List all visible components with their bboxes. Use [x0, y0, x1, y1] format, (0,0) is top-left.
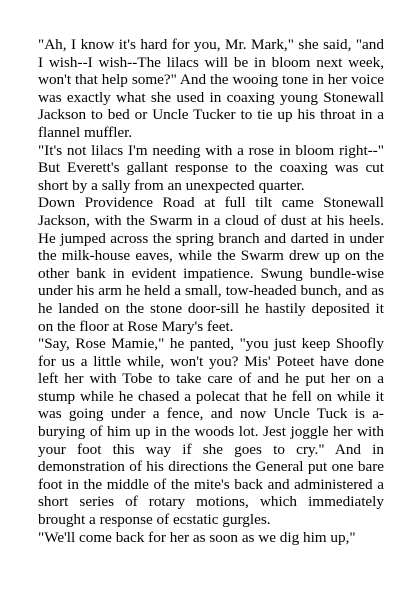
document-page: [38, 36, 384, 546]
paragraph-4: "Say, Rose Mamie," he panted, "you just keep Shoofly for us a little while, won't you? Mis' Poteet have done left her with Tobe to take care of and he put her on a stump while he chased a polecat that he fell on while it was going under a fence, and now Uncle Tuck is a-burying of him up in the woods lot. Jest joggle her with your foot this way if she goes to cry." And in demonstration of his directions the General put one bare foot in the middle of the mite's back and administered a short series of rotary motions, which immediately brought a response of ecstatic gurgles.: [38, 335, 384, 529]
paragraph-2: "It's not lilacs I'm needing with a rose in bloom right--" But Everett's gallant response to the coaxing was cut short by a sally from an unexpected quarter.: [38, 141, 384, 194]
paragraph-5: "We'll come back for her as soon as we dig him up,": [38, 528, 356, 546]
paragraph-1: "Ah, I know it's hard for you, Mr. Mark," she said, "and I wish--I wish--The lilacs will be in bloom next week, won't that help some?" And the wooing tone in her voice was exactly what she used in coaxing young Stonewall Jackson to bed or Uncle Tucker to tie up his throat in a flannel muffler.: [38, 36, 384, 141]
paragraph-3: Down Providence Road at full tilt came Stonewall Jackson, with the Swarm in a cloud of dust at his heels. He jumped across the spring branch and darted in under the milk-house eaves, while the Swarm drew up on the other bank in evident impatience. Swung bundle-wise under his arm he held a small, tow-headed bunch, and as he landed on the stone door-sill he hastily deposited it on the floor at Rose Mary's feet.: [38, 194, 384, 335]
